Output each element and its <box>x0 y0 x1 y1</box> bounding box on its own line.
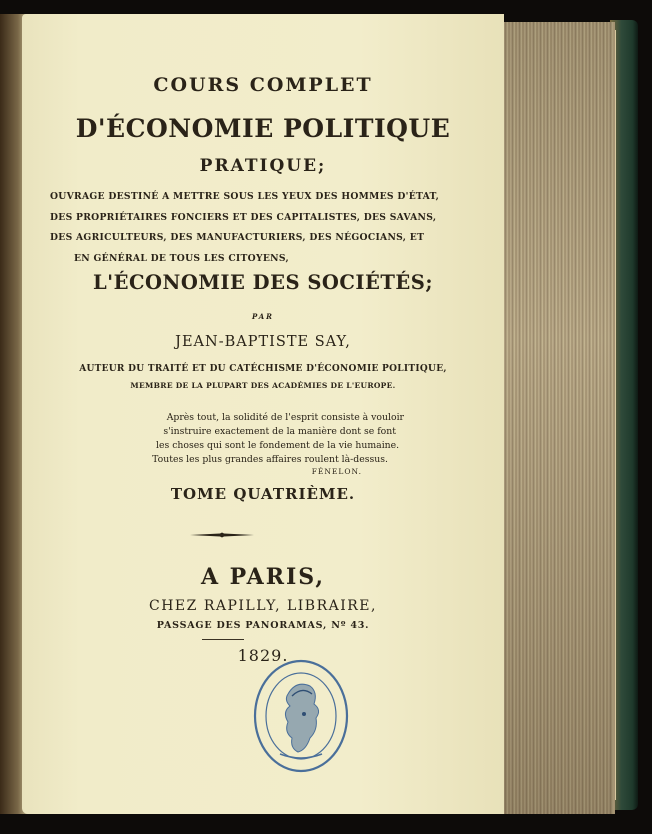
epigraph-attribution: FÉNELON. <box>311 467 362 476</box>
library-stamp-icon <box>252 658 350 774</box>
epigraph-line-1: Après tout, la solidité de l'esprit consiste à vouloir <box>166 412 404 423</box>
epigraph-line-2: s'instruire exactement de la manière dont se font <box>163 426 396 437</box>
imprint-publisher: CHEZ RAPILLY, LIBRAIRE, <box>149 598 377 614</box>
ornament-rule-icon <box>190 532 254 538</box>
imprint-city: A PARIS, <box>200 564 326 590</box>
author-name: JEAN-BAPTISTE SAY, <box>175 334 351 350</box>
imprint-year: 1829. <box>237 646 289 665</box>
author-credit-2: MEMBRE DE LA PLUPART DES ACADÉMIES DE L'EUROPE. <box>130 381 396 390</box>
page-block-shade <box>495 22 613 814</box>
par-label: PAR <box>251 312 274 321</box>
epigraph-line-3: les choses qui sont le fondement de la vie humaine. <box>156 440 400 451</box>
subtitle-line-2: DES PROPRIÉTAIRES FONCIERS ET DES CAPITALISTES, DES SAVANS, <box>50 212 437 223</box>
subtitle-line-1: OUVRAGE DESTINÉ A METTRE SOUS LES YEUX DES HOMMES D'ÉTAT, <box>50 191 440 202</box>
title-line-1: COURS COMPLET <box>153 74 373 96</box>
main-subject: L'ÉCONOMIE DES SOCIÉTÉS; <box>92 271 434 294</box>
title-line-3: PRATIQUE; <box>199 156 327 176</box>
author-credit-1: AUTEUR DU TRAITÉ ET DU CATÉCHISME D'ÉCONOMIE POLITIQUE, <box>79 364 447 374</box>
subtitle-line-4: EN GÉNÉRAL DE TOUS LES CITOYENS, <box>74 253 289 264</box>
subtitle-line-3: DES AGRICULTEURS, DES MANUFACTURIERS, DES NÉGOCIANS, ET <box>50 232 425 243</box>
title-line-2: D'ÉCONOMIE POLITIQUE <box>75 114 451 143</box>
epigraph-line-4: Toutes les plus grandes affaires roulent là-dessus. <box>152 454 388 465</box>
volume-label: TOME QUATRIÈME. <box>170 485 356 503</box>
imprint-divider <box>202 639 244 640</box>
imprint-address: PASSAGE DES PANORAMAS, Nº 43. <box>156 620 370 631</box>
